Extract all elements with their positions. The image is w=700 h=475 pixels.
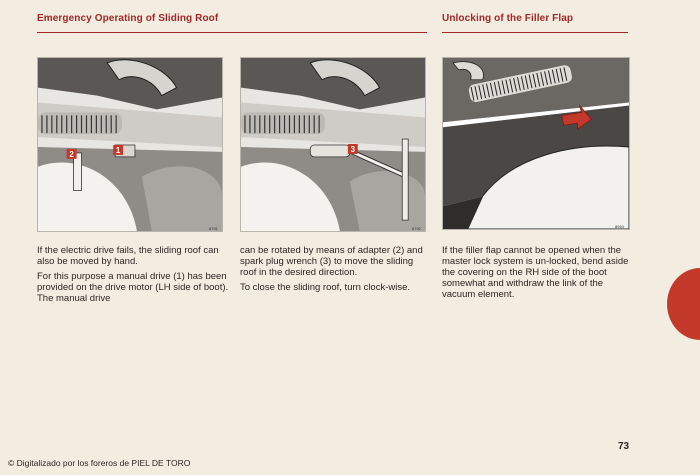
scan-credit: © Digitalizado por los foreros de PIEL DE TORO (8, 458, 191, 468)
section-heading-sliding-roof: Emergency Operating of Sliding Roof (37, 13, 219, 24)
heading-rule-left (37, 32, 427, 33)
figure-code: 8791 (209, 226, 218, 231)
callout-3-label: 3 (350, 144, 355, 154)
callout-2-label: 2 (69, 149, 74, 159)
figure-code: 8953 (615, 224, 624, 229)
page-number: 73 (618, 441, 630, 452)
text-column-1 (37, 245, 229, 308)
figure-code: 8792 (412, 226, 421, 231)
callout-1-label: 1 (115, 145, 121, 155)
text-column-3 (442, 245, 630, 304)
thumb-index-tab (667, 268, 700, 340)
section-heading-filler-flap: Unlocking of the Filler Flap (442, 13, 574, 24)
figure-manual-drive (37, 57, 223, 232)
paragraph: can be rotated by means of adapter (2) and spark plug wrench (3) to move the sliding roof in the desired direction. (240, 245, 423, 278)
paragraph: If the filler flap cannot be opened when the master lock system is un-locked, bend aside the covering on the RH side of the boot somewhat and withdraw the link of the vacuum element. (442, 245, 629, 300)
paragraph: To close the sliding roof, turn clock-wise. (240, 282, 411, 293)
heading-rule-right (442, 32, 628, 33)
figure-spark-plug-wrench (240, 57, 426, 232)
text-column-2 (240, 245, 432, 297)
figure-filler-flap-link (442, 57, 630, 230)
paragraph: For this purpose a manual drive (1) has been provided on the drive motor (LH side of boot). The manual drive (37, 271, 229, 304)
paragraph: If the electric drive fails, the sliding roof can also be moved by hand. (37, 245, 219, 267)
